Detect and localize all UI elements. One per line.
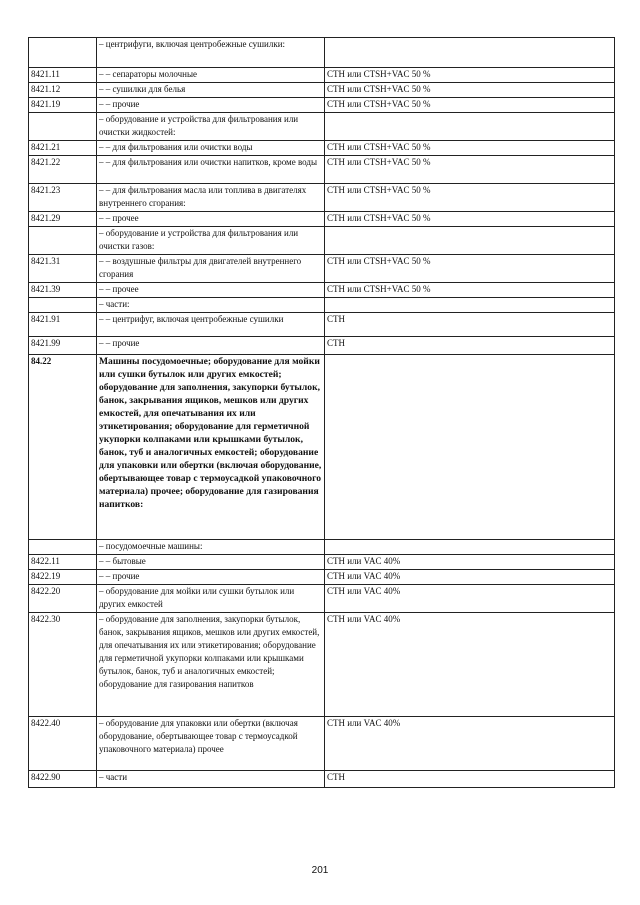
- origin-rule-cell: СТН или CTSH+VAC 50 %: [325, 255, 615, 283]
- description-cell: Машины посудомоечные; оборудование для мойки или сушки бутылок или других емкостей; оборудование для заполнения, закупорки бутылок, банок, закрывания ящиков, мешков или других емкостей, для опечатывания их или этикетирования; оборудование для герметичной укупорки колпаками или крышками бутылок, банок, туб и аналогичных емкостей; оборудование для упаковки или обертки (включая оборудование, обертывающее товар с термоусадкой упаковочного материала) прочее; оборудование для газирования напитков:: [97, 355, 325, 540]
- table-row: [29, 141, 615, 156]
- hs-code-cell: 8422.40: [29, 717, 97, 771]
- tariff-table: [28, 37, 615, 788]
- hs-code-cell: 8421.39: [29, 283, 97, 298]
- description-cell: – оборудование для упаковки или обертки (включая оборудование, обертывающее товар с термоусадкой упаковочного материала) прочее: [97, 717, 325, 771]
- hs-code-cell: 8421.12: [29, 83, 97, 98]
- description-cell: – – прочие: [97, 570, 325, 585]
- description-cell: – – бытовые: [97, 555, 325, 570]
- origin-rule-cell: СТН или VAC 40%: [325, 585, 615, 613]
- hs-code-cell: [29, 540, 97, 555]
- table-row: [29, 212, 615, 227]
- table-row: [29, 355, 615, 540]
- origin-rule-cell: СТН или CTSH+VAC 50 %: [325, 283, 615, 298]
- table-row: [29, 227, 615, 255]
- origin-rule-cell: СТН или CTSH+VAC 50 %: [325, 68, 615, 83]
- description-cell: – – прочие: [97, 337, 325, 355]
- description-cell: – посудомоечные машины:: [97, 540, 325, 555]
- table-row: [29, 113, 615, 141]
- table-row: [29, 337, 615, 355]
- table-row: [29, 570, 615, 585]
- description-cell: – оборудование и устройства для фильтрования или очистки газов:: [97, 227, 325, 255]
- table-row: [29, 38, 615, 68]
- description-cell: – – прочее: [97, 283, 325, 298]
- description-cell: – – сушилки для белья: [97, 83, 325, 98]
- description-cell: – – воздушные фильтры для двигателей внутреннего сгорания: [97, 255, 325, 283]
- table-row: [29, 156, 615, 184]
- description-cell: – части:: [97, 298, 325, 313]
- table-row: [29, 717, 615, 771]
- origin-rule-cell: [325, 227, 615, 255]
- table-row: [29, 613, 615, 717]
- description-cell: – оборудование для мойки или сушки бутылок или других емкостей: [97, 585, 325, 613]
- origin-rule-cell: [325, 38, 615, 68]
- hs-code-cell: 8421.19: [29, 98, 97, 113]
- hs-code-cell: 8421.91: [29, 313, 97, 337]
- description-cell: – оборудование для заполнения, закупорки бутылок, банок, закрывания ящиков, мешков или других емкостей, для опечатывания их или этикетирования; оборудование для герметичной укупорки колпаками или крышками бутылок, банок, туб и аналогичных емкостей; оборудование для газирования напитков: [97, 613, 325, 717]
- origin-rule-cell: СТН или CTSH+VAC 50 %: [325, 98, 615, 113]
- table-row: [29, 255, 615, 283]
- hs-code-cell: [29, 227, 97, 255]
- origin-rule-cell: [325, 540, 615, 555]
- description-cell: – – сепараторы молочные: [97, 68, 325, 83]
- table-row: [29, 68, 615, 83]
- description-cell: – – центрифуг, включая центробежные сушилки: [97, 313, 325, 337]
- hs-code-cell: 8421.23: [29, 184, 97, 212]
- hs-code-cell: 8422.11: [29, 555, 97, 570]
- hs-code-cell: 84.22: [29, 355, 97, 540]
- hs-code-cell: 8422.19: [29, 570, 97, 585]
- table-row: [29, 283, 615, 298]
- hs-code-cell: [29, 298, 97, 313]
- origin-rule-cell: СТН или VAC 40%: [325, 717, 615, 771]
- description-cell: – – для фильтрования масла или топлива в двигателях внутреннего сгорания:: [97, 184, 325, 212]
- table-row: [29, 771, 615, 788]
- description-cell: – оборудование и устройства для фильтрования или очистки жидкостей:: [97, 113, 325, 141]
- table-row: [29, 298, 615, 313]
- origin-rule-cell: [325, 355, 615, 540]
- origin-rule-cell: СТН или CTSH+VAC 50 %: [325, 83, 615, 98]
- hs-code-cell: [29, 38, 97, 68]
- origin-rule-cell: СТН или CTSH+VAC 50 %: [325, 212, 615, 227]
- origin-rule-cell: [325, 298, 615, 313]
- table-row: [29, 184, 615, 212]
- description-cell: – – для фильтрования или очистки напитков, кроме воды: [97, 156, 325, 184]
- hs-code-cell: 8421.31: [29, 255, 97, 283]
- hs-code-cell: 8421.21: [29, 141, 97, 156]
- table-row: [29, 98, 615, 113]
- origin-rule-cell: СТН или CTSH+VAC 50 %: [325, 184, 615, 212]
- origin-rule-cell: СТН или VAC 40%: [325, 613, 615, 717]
- description-cell: – части: [97, 771, 325, 788]
- hs-code-cell: [29, 113, 97, 141]
- description-cell: – – прочее: [97, 212, 325, 227]
- table-row: [29, 313, 615, 337]
- hs-code-cell: 8421.11: [29, 68, 97, 83]
- origin-rule-cell: СТН: [325, 771, 615, 788]
- origin-rule-cell: СТН или CTSH+VAC 50 %: [325, 156, 615, 184]
- origin-rule-cell: СТН или VAC 40%: [325, 555, 615, 570]
- table-row: [29, 555, 615, 570]
- origin-rule-cell: СТН или CTSH+VAC 50 %: [325, 141, 615, 156]
- origin-rule-cell: СТН или VAC 40%: [325, 570, 615, 585]
- description-cell: – – прочие: [97, 98, 325, 113]
- page-number: 201: [311, 865, 329, 876]
- tariff-table-body: [29, 38, 615, 788]
- hs-code-cell: 8422.20: [29, 585, 97, 613]
- hs-code-cell: 8422.90: [29, 771, 97, 788]
- table-row: [29, 585, 615, 613]
- hs-code-cell: 8422.30: [29, 613, 97, 717]
- hs-code-cell: 8421.99: [29, 337, 97, 355]
- description-cell: – центрифуги, включая центробежные сушилки:: [97, 38, 325, 68]
- hs-code-cell: 8421.29: [29, 212, 97, 227]
- table-row: [29, 83, 615, 98]
- origin-rule-cell: [325, 113, 615, 141]
- origin-rule-cell: СТН: [325, 313, 615, 337]
- origin-rule-cell: СТН: [325, 337, 615, 355]
- table-row: [29, 540, 615, 555]
- description-cell: – – для фильтрования или очистки воды: [97, 141, 325, 156]
- hs-code-cell: 8421.22: [29, 156, 97, 184]
